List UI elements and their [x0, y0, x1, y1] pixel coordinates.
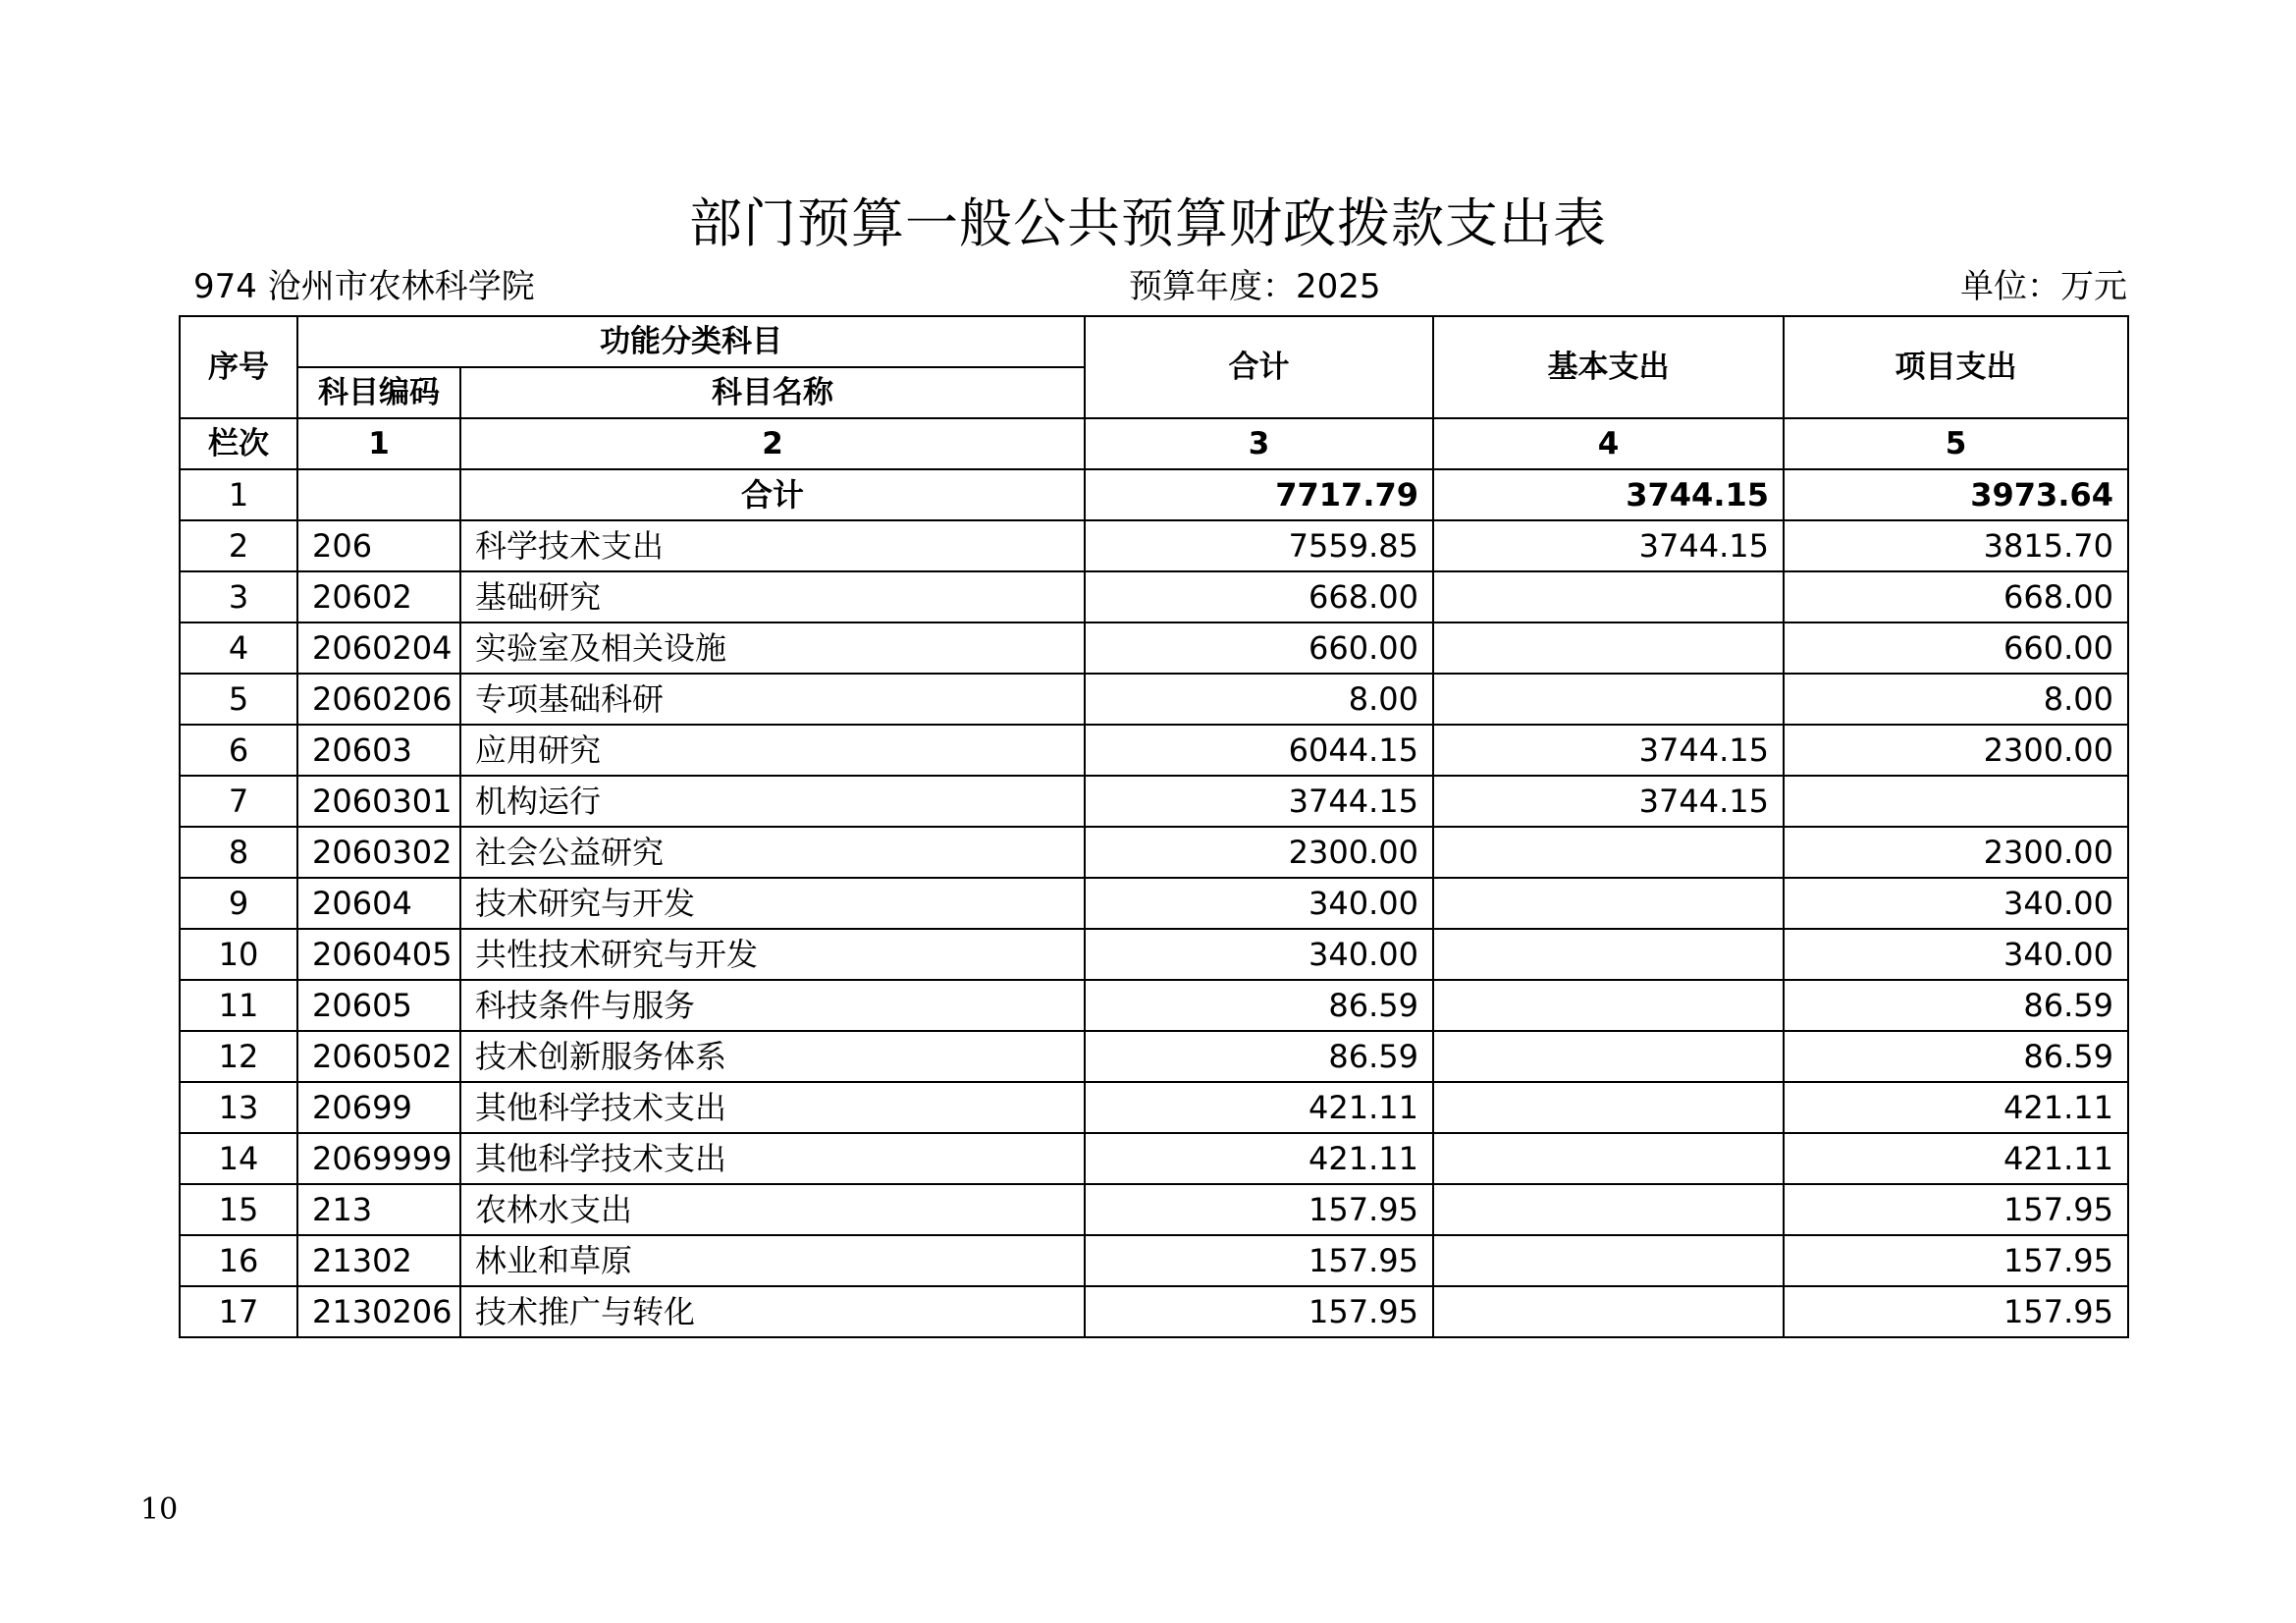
row-seq: 10: [180, 929, 297, 980]
row-basic: [1433, 1082, 1784, 1133]
row-code: 2130206: [297, 1286, 460, 1337]
row-code: 2060502: [297, 1031, 460, 1082]
row-basic: [1433, 929, 1784, 980]
row-name: 机构运行: [460, 776, 1085, 827]
row-code: [297, 469, 460, 520]
table-row: [180, 1184, 2128, 1235]
page-title: 部门预算一般公共预算财政拨款支出表: [689, 192, 1607, 254]
table-header: [180, 316, 2128, 469]
unit-name: 974 沧州市农林科学院: [193, 267, 535, 306]
row-project: 2300.00: [1784, 827, 2128, 878]
table-row: [180, 929, 2128, 980]
row-total: 660.00: [1085, 622, 1433, 674]
row-seq: 3: [180, 571, 297, 622]
row-seq: 5: [180, 674, 297, 725]
row-name: 应用研究: [460, 725, 1085, 776]
budget-table: [179, 315, 2129, 1338]
row-basic: [1433, 980, 1784, 1031]
row-total: 157.95: [1085, 1184, 1433, 1235]
header-seq: 序号: [180, 316, 297, 418]
row-basic: [1433, 878, 1784, 929]
row-total: 86.59: [1085, 1031, 1433, 1082]
row-total: 8.00: [1085, 674, 1433, 725]
row-project: 668.00: [1784, 571, 2128, 622]
column-index-basic: 4: [1433, 418, 1784, 469]
column-index-label: 栏次: [180, 418, 297, 469]
row-code: 20604: [297, 878, 460, 929]
header-total: 合计: [1085, 316, 1433, 418]
header-row-1: [180, 316, 2128, 367]
row-seq: 11: [180, 980, 297, 1031]
row-total: 421.11: [1085, 1133, 1433, 1184]
table-row: [180, 1031, 2128, 1082]
row-seq: 16: [180, 1235, 297, 1286]
row-project: 421.11: [1784, 1133, 2128, 1184]
row-seq: 4: [180, 622, 297, 674]
row-name: 林业和草原: [460, 1235, 1085, 1286]
row-name: 合计: [460, 469, 1085, 520]
row-project: 86.59: [1784, 1031, 2128, 1082]
row-total: 2300.00: [1085, 827, 1433, 878]
table-row: [180, 571, 2128, 622]
row-code: 20699: [297, 1082, 460, 1133]
column-index-total: 3: [1085, 418, 1433, 469]
row-project: 157.95: [1784, 1286, 2128, 1337]
row-basic: [1433, 1031, 1784, 1082]
row-basic: [1433, 674, 1784, 725]
table-row: [180, 520, 2128, 571]
row-seq: 6: [180, 725, 297, 776]
table-row: [180, 725, 2128, 776]
row-code: 20602: [297, 571, 460, 622]
row-total: 340.00: [1085, 878, 1433, 929]
row-seq: 9: [180, 878, 297, 929]
header-name: 科目名称: [460, 367, 1085, 418]
row-code: 2060405: [297, 929, 460, 980]
row-name: 社会公益研究: [460, 827, 1085, 878]
row-code: 2060301: [297, 776, 460, 827]
row-code: 2060204: [297, 622, 460, 674]
row-project: 3815.70: [1784, 520, 2128, 571]
table-row: [180, 1286, 2128, 1337]
row-project: 157.95: [1784, 1184, 2128, 1235]
row-basic: 3744.15: [1433, 469, 1784, 520]
row-project: 421.11: [1784, 1082, 2128, 1133]
row-code: 2069999: [297, 1133, 460, 1184]
row-project: [1784, 776, 2128, 827]
row-basic: [1433, 1286, 1784, 1337]
row-total: 157.95: [1085, 1286, 1433, 1337]
column-index-row: [180, 418, 2128, 469]
table-row: [180, 1082, 2128, 1133]
row-seq: 7: [180, 776, 297, 827]
row-name: 技术研究与开发: [460, 878, 1085, 929]
row-name: 科学技术支出: [460, 520, 1085, 571]
header-code: 科目编码: [297, 367, 460, 418]
row-basic: [1433, 1133, 1784, 1184]
row-project: 157.95: [1784, 1235, 2128, 1286]
table-row: [180, 827, 2128, 878]
row-total: 6044.15: [1085, 725, 1433, 776]
row-basic: [1433, 622, 1784, 674]
row-basic: [1433, 827, 1784, 878]
column-index-name: 2: [460, 418, 1085, 469]
row-code: 2060206: [297, 674, 460, 725]
row-name: 科技条件与服务: [460, 980, 1085, 1031]
row-seq: 15: [180, 1184, 297, 1235]
row-project: 340.00: [1784, 929, 2128, 980]
table-row: [180, 776, 2128, 827]
table-body: [180, 469, 2128, 1337]
row-basic: [1433, 1235, 1784, 1286]
row-project: 3973.64: [1784, 469, 2128, 520]
row-code: 20603: [297, 725, 460, 776]
currency-unit: 单位：万元: [1960, 267, 2127, 306]
row-code: 20605: [297, 980, 460, 1031]
row-name: 共性技术研究与开发: [460, 929, 1085, 980]
row-basic: 3744.15: [1433, 776, 1784, 827]
row-name: 基础研究: [460, 571, 1085, 622]
table-row: [180, 1235, 2128, 1286]
row-basic: 3744.15: [1433, 520, 1784, 571]
row-basic: 3744.15: [1433, 725, 1784, 776]
row-seq: 13: [180, 1082, 297, 1133]
table-row: [180, 674, 2128, 725]
row-name: 其他科学技术支出: [460, 1082, 1085, 1133]
table-row: [180, 878, 2128, 929]
page-number: 10: [140, 1492, 179, 1527]
row-total: 7717.79: [1085, 469, 1433, 520]
row-total: 421.11: [1085, 1082, 1433, 1133]
row-project: 340.00: [1784, 878, 2128, 929]
row-code: 21302: [297, 1235, 460, 1286]
table-row: [180, 980, 2128, 1031]
row-seq: 1: [180, 469, 297, 520]
column-index-code: 1: [297, 418, 460, 469]
header-basic: 基本支出: [1433, 316, 1784, 418]
table-row: [180, 622, 2128, 674]
row-name: 农林水支出: [460, 1184, 1085, 1235]
row-total: 340.00: [1085, 929, 1433, 980]
row-code: 213: [297, 1184, 460, 1235]
row-code: 2060302: [297, 827, 460, 878]
row-project: 86.59: [1784, 980, 2128, 1031]
row-project: 660.00: [1784, 622, 2128, 674]
row-total: 668.00: [1085, 571, 1433, 622]
row-code: 206: [297, 520, 460, 571]
row-seq: 12: [180, 1031, 297, 1082]
row-project: 2300.00: [1784, 725, 2128, 776]
row-seq: 17: [180, 1286, 297, 1337]
row-seq: 8: [180, 827, 297, 878]
row-basic: [1433, 1184, 1784, 1235]
row-name: 技术创新服务体系: [460, 1031, 1085, 1082]
row-name: 技术推广与转化: [460, 1286, 1085, 1337]
row-basic: [1433, 571, 1784, 622]
row-name: 专项基础科研: [460, 674, 1085, 725]
row-total: 157.95: [1085, 1235, 1433, 1286]
budget-year: 预算年度：2025: [1129, 267, 1381, 306]
column-index-project: 5: [1784, 418, 2128, 469]
row-project: 8.00: [1784, 674, 2128, 725]
row-name: 其他科学技术支出: [460, 1133, 1085, 1184]
row-total: 3744.15: [1085, 776, 1433, 827]
header-function-category: 功能分类科目: [297, 316, 1085, 367]
total-row: [180, 469, 2128, 520]
row-seq: 2: [180, 520, 297, 571]
row-total: 86.59: [1085, 980, 1433, 1031]
row-seq: 14: [180, 1133, 297, 1184]
row-total: 7559.85: [1085, 520, 1433, 571]
header-project: 项目支出: [1784, 316, 2128, 418]
table-row: [180, 1133, 2128, 1184]
row-name: 实验室及相关设施: [460, 622, 1085, 674]
